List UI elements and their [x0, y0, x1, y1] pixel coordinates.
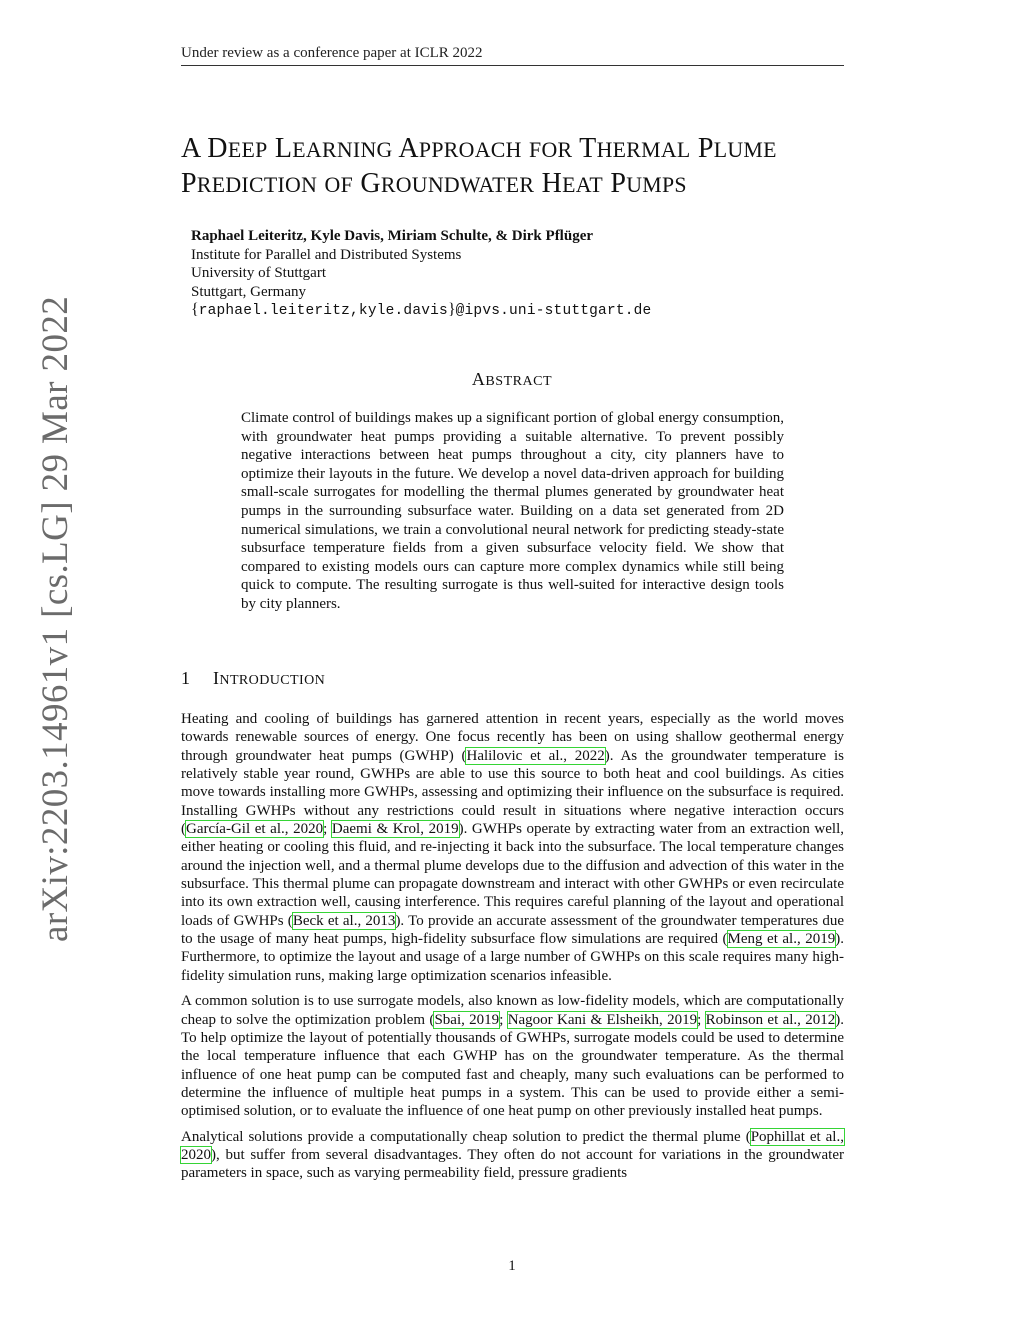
running-header: Under review as a conference paper at ICLR 2022 [181, 43, 844, 66]
paragraph-text: ). As the groundwater temperature is relatively stable year round, GWHPs are able to use this source to both heat and cool buildings. As cities move towards installing more GWHPs, assessing and optimizing their influence on the subsurface is required. Installing GWHPs without any restrictions could result in situations where negative interaction occurs ( [181, 747, 844, 838]
title-word-cap: T [579, 133, 597, 164]
citation-link[interactable]: García-Gil et al., 2020 [186, 821, 324, 838]
title-word-cap: A [181, 133, 200, 164]
page-number: 1 [508, 1258, 516, 1274]
paragraph-text: A common solution is to use surrogate models, also known as low-fidelity models, which are computationally cheap to solve the optimization problem ( [181, 993, 844, 1028]
abstract-heading [0, 369, 1024, 390]
author-institute: Institute for Parallel and Distributed Systems [191, 246, 462, 263]
paragraph-text: Analytical solutions provide a computationally cheap solution to predict the thermal plume ( [181, 1128, 751, 1145]
body-paragraph [181, 710, 844, 985]
citation-link[interactable]: Robinson et al., 2012 [705, 1011, 836, 1028]
section-title-cap: I [213, 668, 220, 688]
title-word-cap: A [398, 133, 419, 164]
email-close-brace: } [447, 301, 456, 318]
citation-link[interactable]: Beck et al., 2013 [292, 912, 396, 929]
abstract-heading-cap: A [471, 369, 486, 389]
citation-link[interactable]: Nagoor Kani & Elsheikh, 2019 [507, 1011, 698, 1028]
title-word-rest: HERMAL [596, 138, 691, 162]
citation-link[interactable]: Halilovic et al., 2022 [466, 747, 605, 764]
paragraph-text: ; [323, 821, 332, 838]
section-title-rest: NTRODUCTION [219, 672, 326, 688]
paragraph-text: Heating and cooling of buildings has garnered attention in recent years, especially as the world moves towards renewable sources of energy. One focus recently has been on using shallow geothermal energy through groundwater heat pumps (GWHP) ( [181, 711, 844, 764]
section-number: 1 [181, 668, 191, 688]
title-word-rest: FOR [529, 138, 573, 162]
introduction-body [181, 710, 844, 1190]
paper-title [181, 132, 861, 202]
paragraph-text: ). GWHPs operate by extracting water from an extraction well, either heating or cooling this fluid, and re-injecting it back into the subsurface. The local temperature changes around the injection well, and a thermal plume develops due to the diffusion and advection of this water in the subsurface. This thermal plume can propagate downstream and interact with other GWHPs or even recirculate into its own extraction well, causing interference. This requires careful planning of the layout and operational loads of GWHPs ( [181, 821, 845, 929]
title-word-rest: OF [324, 173, 354, 197]
title-word-cap: P [610, 168, 627, 199]
author-university: University of Stuttgart [191, 265, 326, 281]
paragraph-text: ). To help optimize the layout of potentially thousands of GWHPs, surrogate models could be used to determine the local temperature influence that each GWHP has on the groundwater temperature. As the thermal influence of one heat pump can be computed fast and cheaply, many such evaluations can be performed to determine the influence of multiple heat pumps in a system. This can be used to provide either a semi-optimised solution, or to evaluate the influence of one heat pump on other previously installed heat pumps. [181, 1011, 844, 1120]
section-heading-introduction [181, 668, 325, 689]
title-line-1 [181, 132, 861, 167]
paragraph-text: ; [697, 1011, 706, 1028]
arxiv-identifier-stamp[interactable]: arXiv:2203.14961v1 [cs.LG] 29 Mar 2022 [35, 295, 76, 942]
title-word-cap: D [207, 133, 228, 164]
title-word-cap: H [541, 168, 563, 199]
email-open-brace: { [191, 301, 199, 318]
title-word-cap: P [697, 133, 714, 164]
title-word-rest: REDICTION [196, 173, 318, 197]
title-word-cap: L [274, 133, 293, 164]
title-word-rest: ROUNDWATER [380, 173, 535, 197]
body-paragraph [181, 1128, 844, 1183]
email-domain: @ipvs.uni-stuttgart.de [455, 303, 652, 319]
title-word-rest: UMPS [626, 173, 687, 197]
author-location: Stuttgart, Germany [191, 283, 306, 300]
author-email[interactable] [191, 301, 831, 321]
title-word-rest: PPROACH [418, 138, 522, 162]
paragraph-text: ). To provide an accurate assessment of the groundwater temperatures due to the usage of many heat pumps, high-fidelity subsurface flow simulations are required ( [181, 912, 845, 948]
email-users: raphael.leiteritz,kyle.davis [198, 303, 448, 319]
citation-link[interactable]: Pophillat et al., 2020 [181, 1128, 844, 1163]
paragraph-text: ). Furthermore, to optimize the layout and usage of a large number of GWHPs on this scale requires many high-fidelity simulation runs, making large optimization scenarios infeasible. [181, 931, 844, 984]
citation-link[interactable]: Daemi & Krol, 2019 [331, 821, 459, 838]
abstract-heading-rest: BSTRACT [485, 373, 553, 389]
title-word-rest: EAT [562, 173, 604, 197]
body-paragraph [181, 992, 844, 1120]
title-word-rest: EARNING [292, 138, 393, 162]
title-line-2 [181, 167, 861, 202]
title-word-rest: LUME [713, 138, 777, 162]
title-word-cap: G [360, 168, 381, 199]
abstract-text: Climate control of buildings makes up a significant portion of global energy consumption, with groundwater heat pumps providing a suitable alternative. To prevent possibly negative interactions between heat pumps throughout a city, city planners have to optimize their layouts in the future. We develop a novel data-driven approach for building small-scale surrogates for modelling the thermal plumes generated by groundwater heat pumps in the surrounding subsurface water. Building on a data set generated from 2D numerical simulations, we train a convolutional neural network for predicting steady-state subsurface temperature fields from a given subsurface velocity field. We show that compared to existing models ours can capture more complex dynamics while still being quick to compute. The resulting surrogate is thus well-suited for interactive design tools by city planners. [241, 410, 784, 612]
author-block [191, 227, 831, 321]
paragraph-text: ), but suffer from several disadvantages. They often do not account for variations in the groundwater parameters in space, such as varying permeability field, pressure gradients [181, 1146, 844, 1182]
title-word-cap: P [181, 168, 197, 199]
author-names: Raphael Leiteritz, Kyle Davis, Miriam Schulte, & Dirk Pflüger [191, 228, 594, 244]
title-word-rest: EEP [227, 138, 268, 162]
citation-link[interactable]: Sbai, 2019 [434, 1011, 500, 1028]
citation-link[interactable]: Meng et al., 2019 [727, 931, 836, 948]
paragraph-text: ; [499, 1011, 508, 1028]
